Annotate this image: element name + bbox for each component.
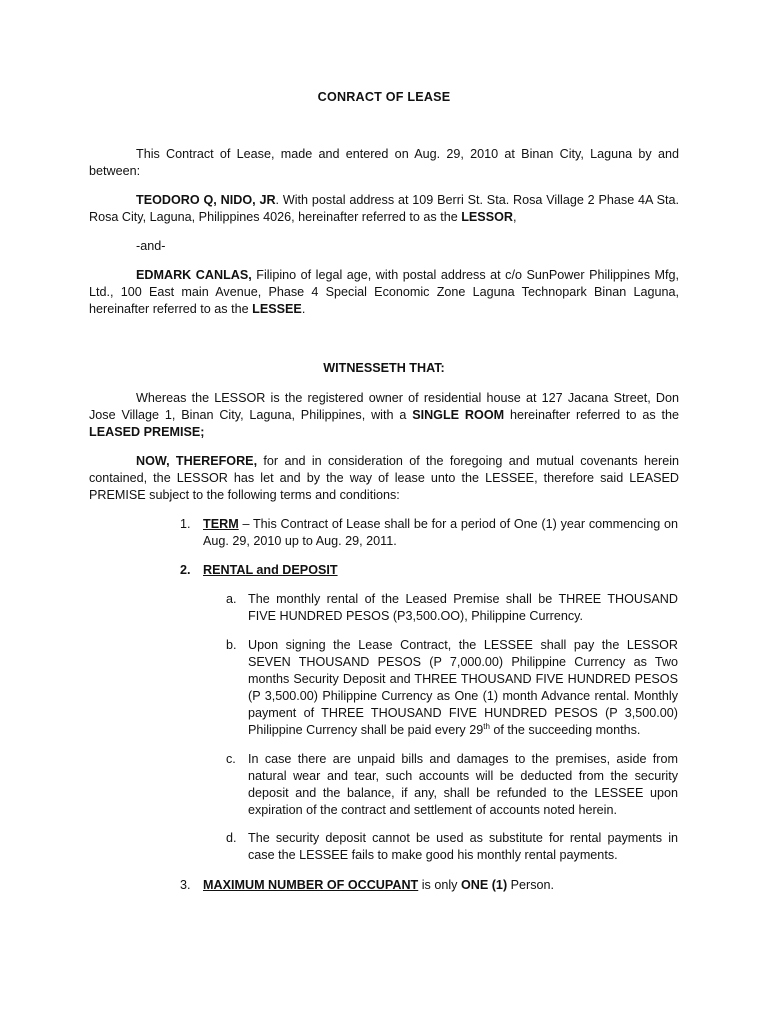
occupant-text: is only [418, 878, 461, 892]
occupant-label: MAXIMUM NUMBER OF OCCUPANT [203, 878, 419, 892]
sub-item-d [226, 830, 678, 864]
sub-item-letter: c. [226, 752, 236, 766]
sub-item-b-text: Upon signing the Lease Contract, the LESSEE shall pay the LESSOR SEVEN THOUSAND PESOS (P 7,000.00) Philippine Currency as Two months Security Deposit and THREE THOUSAND FIVE HUNDRED PESOS (P 3,500.00) Philippine Currency as One (1) month Advance rental. Monthly payment of THREE THOUSAND FIVE HUNDRED PESOS (P 3,500.00) Philippine Currency shall be paid every 29 [248, 638, 678, 737]
sub-item-letter: a. [226, 592, 237, 606]
lessee-text: Filipino of legal age, with postal address at c/o SunPower Philippines Mfg, Ltd., 100 East main Avenue, Phase 4 Special Economic Zone Laguna Technopark Binan Laguna, hereinafter referred to as the [89, 268, 679, 316]
whereas-paragraph [89, 390, 679, 441]
sub-item-letter: b. [226, 638, 237, 652]
sub-item-a [226, 591, 678, 625]
lessee-role: LESSEE [252, 302, 302, 316]
single-room: SINGLE ROOM [412, 408, 505, 422]
sub-item-b-end: of the succeeding months. [489, 723, 641, 737]
sub-item-b [226, 637, 678, 739]
leased-premise: LEASED PREMISE; [89, 425, 205, 439]
whereas-text: Whereas the LESSOR is the registered owner of residential house at 127 Jacana Street, Don Jose Village 1, Binan City, Laguna, Philippines, with a [89, 391, 679, 422]
now-therefore-text: for and in consideration of the foregoing and mutual covenants herein contained, the LESSOR has let and by the way of lease unto the LESSEE, therefore said LEASED PREMISE subject to the following terms and conditions: [89, 454, 679, 502]
lessee-end: . [301, 302, 306, 316]
lessor-end: , [513, 210, 517, 224]
whereas-text-2: hereinafter referred to as the [504, 408, 680, 422]
and-text: -and- [136, 239, 166, 253]
document-title: CONRACT OF LEASE [317, 90, 451, 104]
rental-item [180, 562, 678, 579]
item-number: 3. [180, 878, 191, 892]
sub-item-a-text: The monthly rental of the Leased Premise shall be THREE THOUSAND FIVE HUNDRED PESOS (P3,500.OO), Philippine Currency. [248, 592, 678, 623]
now-therefore-paragraph [89, 453, 679, 504]
sub-item-c [226, 751, 678, 819]
lessor-paragraph [89, 192, 679, 226]
term-text: – This Contract of Lease shall be for a period of One (1) year commencing on Aug. 29, 2010 up to Aug. 29, 2011. [203, 517, 678, 548]
lessor-name: TEODORO Q, NIDO, JR [136, 193, 276, 207]
sub-item-d-text: The security deposit cannot be used as substitute for rental payments in case the LESSEE fails to make good his monthly rental payments. [248, 831, 678, 862]
item-number: 1. [180, 517, 191, 531]
term-label: TERM [203, 517, 239, 531]
item-number: 2. [180, 563, 191, 577]
lessee-name: EDMARK CANLAS, [136, 268, 252, 282]
ordinal-suffix: th [483, 721, 490, 731]
occupant-item [180, 877, 678, 894]
rental-label: RENTAL and DEPOSIT [203, 563, 338, 577]
intro-paragraph [89, 146, 679, 180]
witnesseth-heading: WITNESSETH THAT: [323, 361, 445, 375]
lessee-paragraph [89, 267, 679, 318]
occupant-end: Person. [507, 878, 555, 892]
sub-item-c-text: In case there are unpaid bills and damages to the premises, aside from natural wear and tear, such accounts will be deducted from the security deposit and the balance, if any, shall be refunded to the LESSEE upon expiration of the contract and settlement of accounts noted herein. [248, 752, 678, 817]
now-therefore-label: NOW, THEREFORE, [136, 454, 258, 468]
occupant-count: ONE (1) [460, 878, 508, 892]
intro-text: This Contract of Lease, made and entered on Aug. 29, 2010 at Binan City, Laguna by and between: [89, 147, 679, 178]
lessor-role: LESSOR [461, 210, 514, 224]
sub-item-letter: d. [226, 831, 237, 845]
and-separator [89, 238, 679, 255]
term-item [180, 516, 678, 550]
lessor-text: . With postal address at 109 Berri St. Sta. Rosa Village 2 Phase 4A Sta. Rosa City, Laguna, Philippines 4026, hereinafter referred to as the [89, 193, 679, 224]
